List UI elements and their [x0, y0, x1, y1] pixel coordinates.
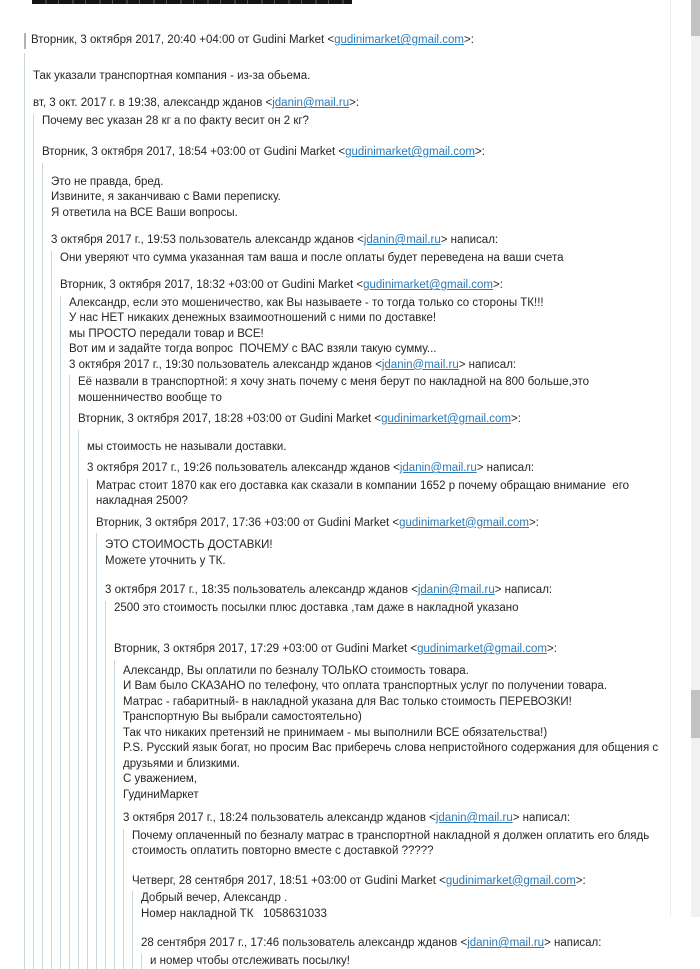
- email-link[interactable]: gudinimarket@gmail.com: [334, 34, 464, 46]
- message-line: Они уверяют что сумма указанная там ваша и после оплаты будет переведена на ваши счета: [60, 251, 660, 267]
- quote-block: [105, 601, 660, 969]
- message-line: Можете уточнить у ТК.: [105, 554, 660, 570]
- email-link[interactable]: jdanin@mail.ru: [382, 359, 459, 371]
- message-line: С уважением,: [123, 772, 660, 788]
- email-link[interactable]: jdanin@mail.ru: [400, 462, 477, 474]
- citation-text: Вторник, 3 октября 2017, 20:40 +04:00 от Gudini Market <: [31, 34, 334, 46]
- citation-suffix: > написал:: [441, 234, 498, 246]
- message-line: Номер накладной ТК 1058631033: [141, 907, 660, 923]
- message-line: Так указали транспортная компания - из-за обьема.: [33, 69, 660, 85]
- quote-citation: [78, 412, 660, 428]
- scrollbar-track[interactable]: [691, 0, 700, 917]
- message-line: Добрый вечер, Александр .: [141, 891, 660, 907]
- citation-suffix: > написал:: [459, 359, 516, 371]
- email-link[interactable]: jdanin@mail.ru: [436, 812, 513, 824]
- citation-suffix: > написал:: [513, 812, 570, 824]
- citation-text: 3 октября 2017 г., 18:35 пользователь александр жданов <: [105, 584, 418, 596]
- quote-citation: [87, 461, 660, 477]
- citation-suffix: >:: [464, 34, 474, 46]
- email-link[interactable]: jdanin@mail.ru: [418, 584, 495, 596]
- message-line: Так что никаких претензий не принимаем - мы выполнили ВСЕ обязательства!): [123, 726, 660, 742]
- message-line: и номер чтобы отслеживать посылку!: [150, 954, 660, 969]
- citation-suffix: > написал:: [477, 462, 534, 474]
- quote-citation: [42, 145, 660, 161]
- citation-text: 3 октября 2017 г., 18:24 пользователь александр жданов <: [123, 812, 436, 824]
- message-line: Матрас стоит 1870 как его доставка как сказали в компании 1652 р почему обращаю внимание его накладная 2500?: [96, 479, 660, 510]
- quote-citation: [141, 936, 660, 952]
- email-link[interactable]: gudinimarket@gmail.com: [399, 517, 529, 529]
- content-right-divider: [670, 0, 671, 917]
- citation-text: 3 октября 2017 г., 19:30 пользователь александр жданов <: [69, 359, 382, 371]
- email-link[interactable]: jdanin@mail.ru: [467, 937, 544, 949]
- message-line: И Вам было СКАЗАНО по телефону, что оплата транспортных услуг по получении товара.: [123, 679, 660, 695]
- quote-block: [123, 829, 660, 969]
- citation-suffix: > написал:: [495, 584, 552, 596]
- citation-text: 3 октября 2017 г., 19:26 пользователь александр жданов <: [87, 462, 400, 474]
- quote-block: [96, 533, 660, 969]
- message-line: Почему вес указан 28 кг а по факту весит он 2 кг?: [42, 114, 660, 130]
- quote-citation: [96, 516, 660, 532]
- quote-block: [132, 891, 660, 969]
- scrollbar-thumb[interactable]: [691, 0, 700, 36]
- quote-citation: [51, 233, 660, 249]
- citation-suffix: > написал:: [544, 937, 601, 949]
- citation-suffix: >:: [511, 413, 521, 425]
- message-line: Александр, Вы оплатили по безналу ТОЛЬКО стоимость товара.: [123, 664, 660, 680]
- quote-block: [114, 660, 660, 969]
- citation-suffix: >:: [493, 279, 503, 291]
- message-line: Её назвали в транспортной: я хочу знать почему с меня берут по накладной на 800 больше,это мошенничество вообще то: [78, 375, 660, 406]
- citation-suffix: >:: [475, 146, 485, 158]
- message-line: У нас НЕТ никаких денежных взаимоотношений с ними по доставке!: [69, 311, 660, 327]
- quote-citation: [132, 874, 660, 890]
- quote-citation: [24, 33, 660, 49]
- message-line: Вот им и задайте тогда вопрос ПОЧЕМУ с ВАС взяли такую сумму...: [69, 342, 660, 358]
- scrollbar-thumb-secondary[interactable]: [691, 690, 700, 738]
- citation-text: Вторник, 3 октября 2017, 18:54 +03:00 от Gudini Market <: [42, 146, 345, 158]
- quote-citation: [105, 583, 660, 599]
- quote-block: [69, 375, 660, 969]
- quote-block: [141, 954, 660, 969]
- message-line: Это не правда, бред.: [51, 175, 660, 191]
- message-line: мы ПРОСТО передали товар и ВСЕ!: [69, 327, 660, 343]
- quote-citation: [60, 278, 660, 294]
- citation-text: вт, 3 окт. 2017 г. в 19:38, александр жданов <: [33, 97, 272, 109]
- message-line: P.S. Русский язык богат, но просим Вас приберечь слова непристойного содержания для общения с друзьями и близкими.: [123, 741, 660, 772]
- citation-text: Вторник, 3 октября 2017, 18:28 +03:00 от Gudini Market <: [78, 413, 381, 425]
- message-line: ЭТО СТОИМОСТЬ ДОСТАВКИ!: [105, 538, 660, 554]
- quote-block: [78, 430, 660, 969]
- citation-suffix: >:: [349, 97, 359, 109]
- message-line: Извините, я заканчиваю с Вами переписку.: [51, 190, 660, 206]
- quote-block: [87, 479, 660, 969]
- email-link[interactable]: jdanin@mail.ru: [272, 97, 349, 109]
- message-line: 2500 это стоимость посылки плюс доставка ,там даже в накладной указано: [114, 601, 660, 617]
- message-line: ГудиниМаркет: [123, 788, 660, 804]
- quote-citation: [33, 96, 660, 112]
- message-line: Я ответила на ВСЕ Ваши вопросы.: [51, 206, 660, 222]
- email-link[interactable]: jdanin@mail.ru: [364, 234, 441, 246]
- email-link[interactable]: gudinimarket@gmail.com: [446, 875, 576, 887]
- quote-citation: [114, 642, 660, 658]
- message-line: Транспортную Вы выбрали самостоятельно): [123, 710, 660, 726]
- message-line: Александр, если это мошеничество, как Вы называете - то тогда только со стороны ТК!!!: [69, 296, 660, 312]
- quote-citation: [123, 811, 660, 827]
- message-line: Матрас - габаритный- в накладной указана для Вас только стоимость ПЕРЕВОЗКИ!: [123, 695, 660, 711]
- message-line: Почему оплаченный по безналу матрас в транспортной накладной я должен оплатить его блядь стоимость оплатить повторно вместе с доставкой ?????: [132, 829, 660, 860]
- citation-text: Вторник, 3 октября 2017, 17:36 +03:00 от Gudini Market <: [96, 517, 399, 529]
- email-link[interactable]: gudinimarket@gmail.com: [363, 279, 493, 291]
- quote-block: [42, 163, 660, 969]
- citation-suffix: >:: [529, 517, 539, 529]
- citation-suffix: >:: [576, 875, 586, 887]
- email-link[interactable]: gudinimarket@gmail.com: [381, 413, 511, 425]
- quote-block: [33, 114, 660, 969]
- citation-text: Вторник, 3 октября 2017, 17:29 +03:00 от Gudini Market <: [114, 643, 417, 655]
- quote-block: [24, 53, 660, 969]
- citation-text: Вторник, 3 октября 2017, 18:32 +03:00 от Gudini Market <: [60, 279, 363, 291]
- quote-block: [51, 251, 660, 969]
- citation-text: 28 сентября 2017 г., 17:46 пользователь александр жданов <: [141, 937, 467, 949]
- email-link[interactable]: gudinimarket@gmail.com: [417, 643, 547, 655]
- citation-text: 3 октября 2017 г., 19:53 пользователь александр жданов <: [51, 234, 364, 246]
- email-link[interactable]: gudinimarket@gmail.com: [345, 146, 475, 158]
- citation-suffix: >:: [547, 643, 557, 655]
- quote-block: [60, 296, 660, 969]
- citation-text: Четверг, 28 сентября 2017, 18:51 +03:00 от Gudini Market <: [132, 875, 446, 887]
- quote-citation: [69, 358, 660, 374]
- message-line: мы стоимость не называли доставки.: [87, 440, 660, 456]
